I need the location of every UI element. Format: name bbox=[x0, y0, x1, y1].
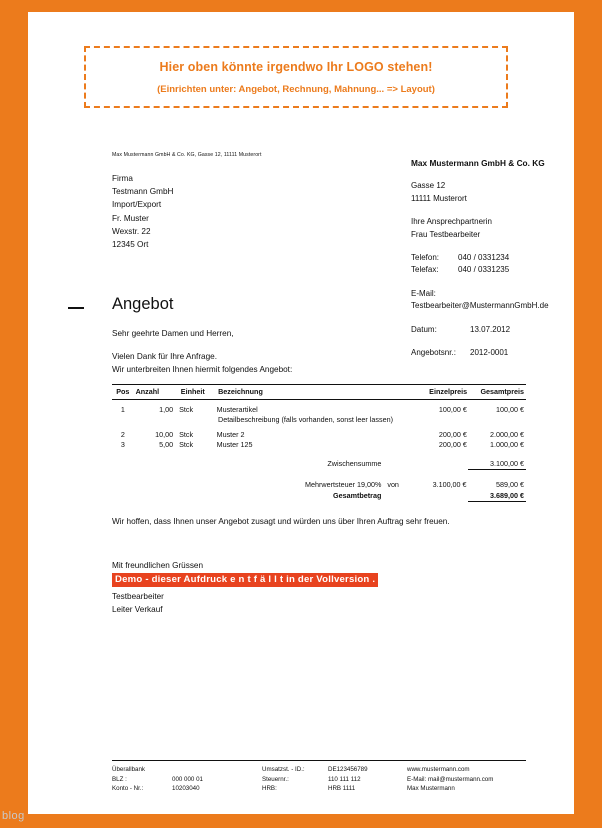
cell-einzelpreis: 200,00 € bbox=[438, 429, 467, 439]
contact-person-label: Ihre Ansprechpartnerin bbox=[411, 217, 492, 227]
logo-placeholder-box bbox=[84, 46, 508, 108]
footer-website[interactable]: www.mustermann.com bbox=[407, 766, 470, 773]
contact-person-name: Frau Testbearbeiter bbox=[411, 229, 481, 239]
grand-total-rule bbox=[468, 501, 526, 502]
vat-value: 589,00 € bbox=[496, 480, 524, 489]
subtotal-mid bbox=[387, 459, 413, 468]
table-row bbox=[112, 404, 526, 414]
footer-owner: Max Mustermann bbox=[407, 785, 455, 793]
footer-row bbox=[112, 784, 262, 794]
recipient-line-4: Fr. Muster bbox=[112, 213, 149, 223]
company-street: Gasse 12 bbox=[411, 181, 446, 191]
cell-bezeichnung: Muster 2 bbox=[216, 429, 245, 439]
phone-label: Telefon: bbox=[411, 253, 440, 263]
company-city: 11111 Musterort bbox=[411, 193, 467, 203]
footer-hrb-value: HRB 1111 bbox=[328, 785, 356, 793]
cell-einzelpreis: 200,00 € bbox=[438, 439, 467, 449]
intro-text bbox=[112, 350, 292, 376]
sender-return-address: Max Mustermann GmbH & Co. KG, Gasse 12, 11111 Musterort bbox=[112, 152, 262, 158]
column-header-einheit: Einheit bbox=[180, 387, 205, 396]
cell-anzahl: 10,00 bbox=[155, 429, 174, 439]
footer-column-tax bbox=[262, 765, 407, 794]
grand-total-row bbox=[112, 490, 526, 501]
footer-bank-name: Überallbank bbox=[112, 766, 146, 773]
footer-blz-value: 000 000 01 bbox=[172, 775, 203, 783]
vat-row bbox=[112, 479, 526, 490]
date-row bbox=[411, 324, 549, 336]
subtotal-row bbox=[112, 458, 526, 469]
footer-row bbox=[112, 765, 262, 775]
date-value: 13.07.2012 bbox=[470, 324, 511, 334]
cell-pos: 2 bbox=[120, 429, 125, 439]
recipient-line-2: Testmann GmbH bbox=[112, 187, 174, 197]
footer-konto-label: Konto - Nr.: bbox=[112, 785, 144, 793]
demo-watermark-stamp: Demo - dieser Aufdruck e n t f ä l l t in der Vollversion . bbox=[112, 573, 378, 587]
grand-total-label: Gesamtbetrag bbox=[333, 491, 382, 500]
footer-column-bank bbox=[112, 765, 262, 794]
spacer-2 bbox=[411, 241, 549, 252]
grand-total-value: 3.689,00 € bbox=[490, 491, 524, 500]
offer-number-row bbox=[411, 347, 549, 359]
recipient-address-block bbox=[112, 172, 173, 251]
recipient-line-3: Import/Export bbox=[112, 200, 162, 210]
salutation-text: Sehr geehrte Damen und Herren, bbox=[112, 329, 234, 338]
logo-placeholder-headline: Hier oben könnte irgendwo Ihr LOGO stehen! bbox=[159, 59, 433, 74]
cell-einheit: Stck bbox=[179, 439, 194, 449]
table-header-row bbox=[112, 385, 526, 399]
subtotal-value: 3.100,00 € bbox=[490, 459, 524, 468]
vat-base-value: 3.100,00 € bbox=[432, 480, 467, 489]
footer-row bbox=[112, 775, 262, 785]
fax-value: 040 / 0331235 bbox=[458, 265, 510, 275]
cell-bezeichnung: Muster 125 bbox=[216, 439, 253, 449]
fax-row bbox=[411, 264, 549, 276]
vat-mid-label: von bbox=[387, 480, 399, 489]
recipient-line-6: 12345 Ort bbox=[112, 240, 149, 250]
table-row bbox=[112, 439, 526, 449]
cell-spacer-pos bbox=[112, 415, 134, 424]
recipient-line-1: Firma bbox=[112, 174, 133, 183]
cell-gesamtpreis: 1.000,00 € bbox=[490, 439, 524, 449]
grand-total-mid bbox=[387, 491, 413, 500]
date-label: Datum: bbox=[411, 324, 437, 334]
footer-row bbox=[407, 765, 532, 775]
column-header-bezeichnung: Bezeichnung bbox=[218, 387, 263, 396]
cell-gesamtpreis: 2.000,00 € bbox=[490, 429, 524, 439]
image-watermark: blog bbox=[2, 810, 25, 822]
cell-einheit: Stck bbox=[179, 429, 194, 439]
recipient-line-5: Wexstr. 22 bbox=[112, 226, 151, 236]
column-header-gesamtpreis: Gesamtpreis bbox=[480, 387, 524, 396]
cell-pos: 1 bbox=[120, 404, 125, 414]
column-header-einzelpreis: Einzelpreis bbox=[429, 387, 468, 396]
company-name: Max Mustermann GmbH & Co. KG bbox=[411, 158, 545, 168]
document-page bbox=[28, 12, 574, 814]
footer-steuernr-value: 110 111 112 bbox=[328, 775, 361, 783]
intro-line-1: Vielen Dank für Ihre Anfrage. bbox=[112, 352, 217, 361]
offer-number-label: Angebotsnr.: bbox=[411, 348, 456, 358]
footer-hrb-label: HRB: bbox=[262, 785, 277, 793]
items-table bbox=[112, 384, 526, 502]
spacer-3 bbox=[411, 277, 549, 288]
phone-value: 040 / 0331234 bbox=[458, 253, 510, 263]
cell-bezeichnung: Musterartikel bbox=[216, 404, 258, 414]
subtotal-label: Zwischensumme bbox=[327, 459, 382, 468]
footer-row bbox=[407, 784, 532, 794]
footer-row bbox=[262, 784, 407, 794]
footer-rule bbox=[112, 760, 526, 761]
logo-placeholder-hint: (Einrichten unter: Angebot, Rechnung, Mahnung... => Layout) bbox=[157, 83, 435, 95]
table-row-description bbox=[112, 414, 526, 424]
closing-text: Wir hoffen, dass Ihnen unser Angebot zusagt und würden uns über Ihren Auftrag sehr freuen. bbox=[112, 517, 450, 526]
footer bbox=[112, 765, 532, 794]
cell-spacer-anzahl bbox=[134, 415, 174, 424]
spacer-1 bbox=[411, 205, 549, 216]
column-header-anzahl: Anzahl bbox=[135, 387, 160, 396]
fax-label: Telefax: bbox=[411, 265, 439, 275]
cell-pos: 3 bbox=[120, 439, 125, 449]
footer-ustid-label: Umsatzst. - ID.: bbox=[262, 766, 305, 773]
offer-number-value: 2012-0001 bbox=[470, 348, 509, 358]
company-info-block bbox=[411, 157, 549, 359]
email-label: E-Mail: bbox=[411, 288, 436, 298]
phone-row bbox=[411, 252, 549, 264]
spacer-5 bbox=[411, 336, 549, 347]
totals-spacer bbox=[112, 470, 526, 479]
fold-mark bbox=[68, 307, 84, 309]
intro-line-2: Wir unterbreiten Ihnen hiermit folgendes Angebot: bbox=[112, 365, 293, 374]
cell-anzahl: 1,00 bbox=[159, 404, 174, 414]
greeting-text: Mit freundlichen Grüssen bbox=[112, 561, 204, 570]
spacer-4 bbox=[411, 313, 549, 324]
totals-section bbox=[112, 458, 526, 502]
cell-einheit: Stck bbox=[179, 404, 194, 414]
footer-row bbox=[262, 775, 407, 785]
column-header-pos: Pos bbox=[116, 387, 130, 396]
signature-name: Testbearbeiter bbox=[112, 592, 164, 601]
cell-einzelpreis: 100,00 € bbox=[438, 404, 467, 414]
footer-email[interactable]: E-Mail: mail@mustermann.com bbox=[407, 775, 494, 783]
vat-label: Mehrwertsteuer 19,00% bbox=[305, 480, 382, 489]
email-value: Testbearbeiter@MustermannGmbH.de bbox=[411, 301, 549, 311]
footer-blz-label: BLZ : bbox=[112, 775, 127, 783]
cell-gesamtpreis: 100,00 € bbox=[496, 404, 524, 414]
page-title: Angebot bbox=[112, 295, 174, 313]
cell-anzahl: 5,00 bbox=[159, 439, 174, 449]
footer-ustid-value: DE123456789 bbox=[328, 766, 368, 773]
footer-konto-value: 10203040 bbox=[172, 785, 200, 793]
footer-row bbox=[262, 765, 407, 775]
cell-sub-description: Detailbeschreibung (falls vorhanden, sonst leer lassen) bbox=[218, 414, 393, 424]
cell-spacer-einheit bbox=[174, 415, 214, 424]
footer-steuernr-label: Steuernr.: bbox=[262, 775, 289, 783]
subtotal-base bbox=[413, 459, 466, 468]
footer-row bbox=[407, 775, 532, 785]
grand-total-spacer bbox=[413, 491, 466, 500]
signature-role: Leiter Verkauf bbox=[112, 605, 163, 614]
table-row bbox=[112, 429, 526, 439]
footer-column-contact bbox=[407, 765, 532, 794]
